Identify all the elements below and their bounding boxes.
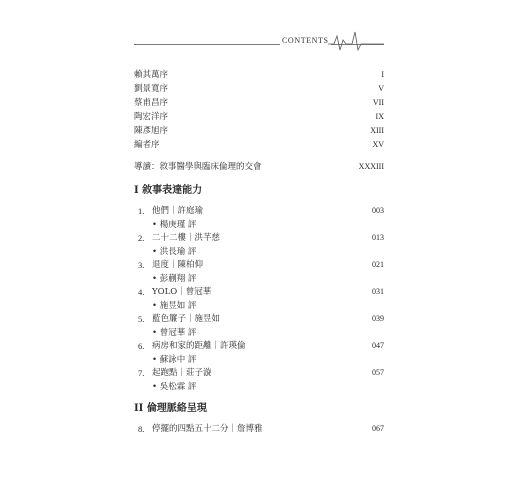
entry-number: 2.: [138, 233, 145, 243]
entry-number: 5.: [138, 314, 145, 324]
toc-label: 導讀：敘事醫學與臨床倫理的交會: [134, 162, 262, 172]
toc-page-number: 057: [372, 368, 384, 377]
toc-page-number: XIII: [370, 126, 384, 135]
toc-label: 陳彥旭序: [134, 126, 169, 136]
toc-preface-row[interactable]: [134, 96, 384, 110]
toc-page-number: I: [381, 70, 384, 79]
toc-entry[interactable]: [134, 312, 384, 326]
entry-title: 停擺的四點五十二分｜詹博雅: [152, 424, 263, 434]
toc-preface-row[interactable]: [134, 110, 384, 124]
entry-number: 3.: [138, 260, 145, 270]
toc-page-number: VII: [372, 98, 384, 107]
entry-reviewer: • 楊庚瑾 評: [152, 220, 197, 230]
entry-reviewer: • 蘇詠中 評: [152, 355, 197, 365]
section-heading: II 倫理脈絡呈現: [134, 403, 207, 414]
heartbeat-icon: [328, 30, 384, 52]
toc-page-number: IX: [375, 112, 384, 121]
toc-entry[interactable]: [134, 231, 384, 245]
entry-reviewer: • 洪長瑜 評: [152, 247, 197, 257]
section-heading: I 敘事表達能力: [134, 185, 203, 196]
page-title: CONTENTS: [282, 36, 329, 45]
entry-title: 起跑點｜莊子漩: [152, 368, 212, 378]
toc-preface-row[interactable]: [134, 82, 384, 96]
toc-page-number: 031: [372, 287, 384, 296]
toc-label: 蔡甫昌序: [134, 98, 169, 108]
entry-title: 退度｜陳柏仰: [152, 260, 204, 270]
entry-number: 7.: [138, 368, 145, 378]
entry-title: 二十二樓｜洪芊慈: [152, 233, 221, 243]
toc-entry[interactable]: [134, 339, 384, 353]
entry-reviewer: • 施昱如 評: [152, 301, 197, 311]
entry-number: 8.: [138, 424, 145, 434]
toc-label: 陶宏洋序: [134, 112, 169, 122]
entry-reviewer: • 彭蒯翔 評: [152, 274, 197, 284]
toc-page-number: 067: [372, 424, 384, 433]
entry-title: 藍色簾子｜施昱如: [152, 314, 221, 324]
toc-page-number: XV: [372, 140, 384, 149]
entry-reviewer: • 吳松霖 評: [152, 382, 197, 392]
toc-entry[interactable]: [134, 204, 384, 218]
entry-number: 1.: [138, 206, 145, 216]
toc-preface-row[interactable]: [134, 138, 384, 152]
entry-title: 病房和家的距離｜許瑛倫: [152, 341, 246, 351]
toc-page-number: 039: [372, 314, 384, 323]
entry-title: YOLO｜曾冠華: [152, 287, 212, 297]
toc-entry[interactable]: [134, 422, 384, 436]
toc-label: 劉景寬序: [134, 84, 169, 94]
toc-label: 賴其萬序: [134, 70, 169, 80]
toc-entry[interactable]: [134, 366, 384, 380]
toc-label: 編者序: [134, 140, 160, 150]
toc-intro-row[interactable]: [134, 160, 384, 174]
toc-page-number: 047: [372, 341, 384, 350]
toc-entry[interactable]: [134, 258, 384, 272]
toc-page-number: 003: [372, 206, 384, 215]
toc-preface-row[interactable]: [134, 124, 384, 138]
toc-preface-row[interactable]: [134, 68, 384, 82]
entry-title: 他們｜許庭瑜: [152, 206, 204, 216]
entry-number: 4.: [138, 287, 145, 297]
entry-reviewer: • 曾冠華 評: [152, 328, 197, 338]
toc-page-number: 021: [372, 260, 384, 269]
toc-page-number: V: [378, 84, 384, 93]
toc-page-number: XXXIII: [358, 162, 384, 171]
entry-number: 6.: [138, 341, 145, 351]
toc-page-number: 013: [372, 233, 384, 242]
toc-entry[interactable]: [134, 285, 384, 299]
